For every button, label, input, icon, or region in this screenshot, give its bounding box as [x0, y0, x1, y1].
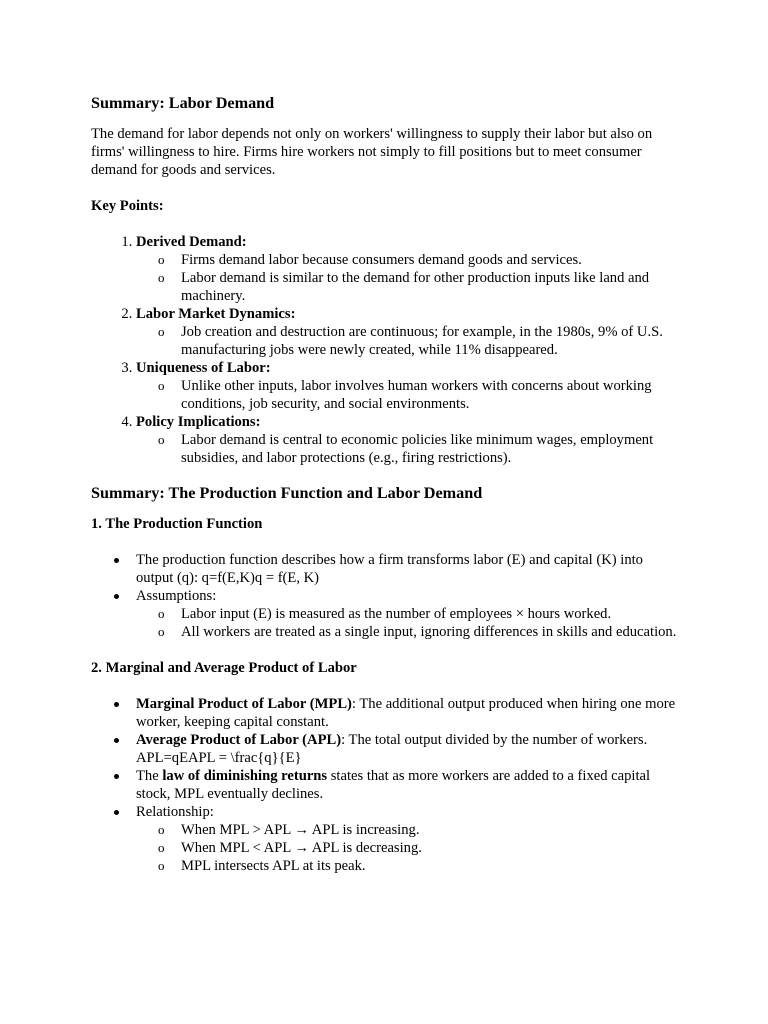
bullet-icon [114, 738, 119, 743]
sub-list [136, 323, 678, 359]
sub-item: o Labor input (E) is measured as the number of employees × hours worked. [181, 605, 678, 623]
sub-list [136, 605, 678, 641]
sub-list [136, 377, 678, 413]
bullet-icon [114, 810, 119, 815]
sub-item: o Unlike other inputs, labor involves human workers with concerns about working conditions, job security, and social environments. [181, 377, 678, 413]
section-title-labor-demand: Summary: Labor Demand [91, 94, 275, 112]
key-point-label: Uniqueness of Labor: [136, 360, 271, 376]
key-point-item [136, 359, 678, 413]
dim-pre: The [136, 768, 163, 784]
marginal-average-list [91, 695, 678, 875]
mpl-text: : The additional output produced when hiring one more worker, keeping capital constant. [136, 696, 676, 730]
bullet-text: The production function describes how a firm transforms labor (E) and capital (K) into output (q): q=f(E,K)q = f(E, K) [136, 552, 643, 586]
mpl-term: Marginal Product of Labor (MPL) [136, 696, 352, 712]
bullet-item [136, 587, 678, 641]
apl-term: Average Product of Labor (APL) [136, 732, 342, 748]
diminishing-returns-term: law of diminishing returns [162, 768, 328, 784]
key-point-label: Policy Implications: [136, 414, 261, 430]
bullet-icon [114, 774, 119, 779]
sub-item: o Labor demand is similar to the demand for other production inputs like land and machinery. [181, 269, 678, 305]
key-point-item [136, 233, 678, 305]
key-point-item [136, 305, 678, 359]
bullet-item [136, 767, 678, 803]
bullet-item [136, 551, 678, 587]
bullet-icon [114, 594, 119, 599]
bullet-text: Relationship: [136, 804, 214, 820]
subheading-marginal-average-product: 2. Marginal and Average Product of Labor [91, 660, 357, 676]
intro-paragraph: The demand for labor depends not only on workers' willingness to supply their labor but also on firms' willingness to hire. Firms hire workers not simply to fill positions but to meet consumer demand for goods and services. [91, 126, 653, 178]
bullet-icon [114, 702, 119, 707]
sub-item: o Labor demand is central to economic policies like minimum wages, employment subsidies, and labor protections (e.g., firing restrictions). [181, 431, 678, 467]
key-points-label: Key Points: [91, 198, 164, 214]
production-function-list [91, 551, 678, 641]
key-point-label: Derived Demand: [136, 234, 247, 250]
key-points-list [91, 233, 678, 467]
sub-item: o All workers are treated as a single input, ignoring differences in skills and education. [181, 623, 678, 641]
bullet-item [136, 803, 678, 875]
sub-list [136, 251, 678, 305]
bullet-text: Assumptions: [136, 588, 217, 604]
apl-text: : The total output divided by the number of workers. APL=qEAPL = \frac{q}{E} [136, 732, 648, 766]
sub-item: o Firms demand labor because consumers demand goods and services. [181, 251, 678, 269]
sub-list [136, 431, 678, 467]
subheading-production-function: 1. The Production Function [91, 516, 263, 532]
bullet-item [136, 695, 678, 731]
key-point-item [136, 413, 678, 467]
section-title-production-function: Summary: The Production Function and Labor Demand [91, 484, 483, 502]
sub-item: o When MPL > APL → APL is increasing. [181, 821, 678, 839]
dim-text: states that as more workers are added to a fixed capital stock, MPL eventually declines. [136, 768, 651, 802]
bullet-icon [114, 558, 119, 563]
sub-item: o Job creation and destruction are continuous; for example, in the 1980s, 9% of U.S. manufacturing jobs were newly created, while 11% disappeared. [181, 323, 678, 359]
bullet-item [136, 731, 678, 767]
sub-item: o MPL intersects APL at its peak. [181, 857, 678, 875]
key-point-label: Labor Market Dynamics: [136, 306, 296, 322]
sub-item: o When MPL < APL → APL is decreasing. [181, 839, 678, 857]
sub-list [136, 821, 678, 875]
